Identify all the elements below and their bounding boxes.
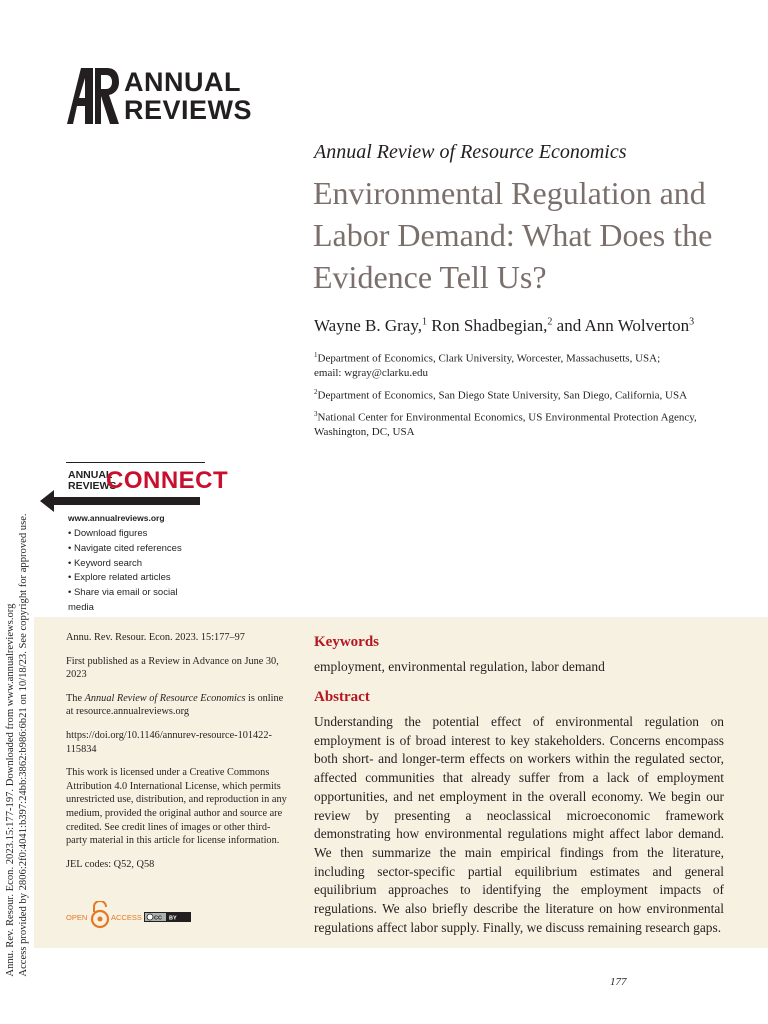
connect-divider [66, 462, 205, 463]
connect-feature-item[interactable]: • Share via email or social media [68, 586, 205, 616]
online-notice-pre: The [66, 692, 85, 704]
access-strip [0, 240, 34, 977]
logo-line1: ANNUAL [124, 67, 241, 97]
affiliation-email[interactable]: email: wgray@clarku.edu [314, 367, 428, 380]
by-label: BY [169, 915, 177, 922]
access-notice-line2: Access provided by 2806:2f0:4041:b397:24bb:3862:b986:6b21 on 10/18/23. See copyright for approved use. [18, 513, 29, 977]
author-affil-marker: 1 [422, 316, 427, 328]
affiliation-marker: 1 [314, 351, 318, 359]
affiliation [314, 385, 734, 403]
doi-link[interactable]: https://doi.org/10.1146/annurev-resource-101422-115834 [66, 729, 272, 755]
author-name[interactable]: and Ann Wolverton [552, 316, 690, 335]
page-number: 177 [610, 976, 627, 988]
affiliation-line: Department of Economics, Clark University, Worcester, Massachusetts, USA; [317, 352, 661, 365]
author-affil-marker: 3 [689, 316, 695, 328]
affiliation [314, 407, 734, 440]
connect-feature-item[interactable]: • Download figures [68, 527, 205, 542]
affiliation [314, 348, 734, 381]
access-notice-line1: Annu. Rev. Resour. Econ. 2023.15:177-197. Downloaded from www.annualreviews.org [5, 603, 16, 977]
ar-monogram-icon [67, 68, 119, 124]
journal-name: Annual Review of Resource Economics [314, 141, 627, 163]
article-title: Environmental Regulation and Labor Demand: What Does the Evidence Tell Us? [313, 175, 713, 295]
connect-url-link[interactable]: www.annualreviews.org [68, 513, 165, 523]
author-affil-marker: 2 [547, 316, 553, 328]
article-metadata [66, 631, 291, 881]
logo-line2: REVIEWS [124, 95, 253, 125]
open-access-lock-icon [66, 901, 196, 929]
online-notice-journal: Annual Review of Resource Economics [84, 692, 246, 704]
connect-wordmark: CONNECT [106, 467, 229, 494]
publication-date: First published as a Review in Advance on June 30, 2023 [66, 655, 279, 681]
affiliations [314, 348, 734, 443]
affiliation-marker: 3 [314, 409, 318, 418]
access-label: ACCESS [111, 913, 142, 922]
author-name[interactable]: Wayne B. Gray, [314, 316, 422, 335]
open-access-badge[interactable] [66, 901, 196, 934]
abstract-heading: Abstract [314, 689, 370, 705]
abstract-body: Understanding the potential effect of environmental regulation on employment is of broad interest to key stakeholders. Concerns encompass both short- and longer-term effects on workers within the regulated sector, affected communities that already suffer from a lack of employment opportunities, and net employment in the overall economy. We begin our review by presenting a neoclassical microeconomic framework demonstrating how environmental regulations might affect labor demand. We then summarize the main empirical findings from the literature, including sector-specific partial equilibrium estimates and general equilibrium approaches to identifying the employment impacts of regulations. We also briefly describe the literature on how environmental regulations affect labor supply. Finally, we discuss remaining research gaps. [314, 714, 724, 935]
connect-feature-item[interactable]: • Explore related articles [68, 571, 205, 586]
online-notice [66, 692, 291, 719]
connect-feature-item[interactable]: • Navigate cited references [68, 542, 205, 557]
online-notice-post: is online at resource.annualreviews.org [66, 692, 284, 718]
connect-annual-label: ANNUAL [68, 469, 113, 481]
keywords-list: employment, environmental regulation, labor demand [314, 659, 605, 674]
access-notice [4, 513, 30, 976]
affiliation-line: Washington, DC, USA [314, 425, 415, 438]
connect-box[interactable] [40, 462, 229, 613]
connect-features-list [68, 527, 205, 616]
author-list [314, 316, 694, 336]
arrow-left-icon [40, 490, 205, 512]
affiliation-line: Department of Economics, San Diego State University, San Diego, California, USA [317, 389, 688, 402]
citation: Annu. Rev. Resour. Econ. 2023. 15:177–97 [66, 632, 245, 643]
author-name[interactable]: Ron Shadbegian, [427, 316, 548, 335]
connect-feature-item[interactable]: • Keyword search [68, 557, 205, 572]
connect-reviews-label: REVIEWS [68, 480, 117, 492]
license-text: This work is licensed under a Creative Commons Attribution 4.0 International License, which permits unrestricted use, distribution, and reproduction in any medium, provided the original author and source are credited. See credit lines of images or other third-party material in this article for license information. [66, 767, 287, 847]
open-label: OPEN [66, 913, 88, 922]
logo-wordmark [124, 68, 252, 124]
cc-label: CC [154, 915, 162, 922]
affiliation-line: National Center for Environmental Economics, US Environmental Protection Agency, [317, 411, 697, 424]
jel-codes: JEL codes: Q52, Q58 [66, 858, 155, 870]
affiliation-marker: 2 [314, 387, 318, 396]
keywords-heading: Keywords [314, 634, 379, 650]
annual-reviews-logo[interactable] [67, 68, 267, 126]
